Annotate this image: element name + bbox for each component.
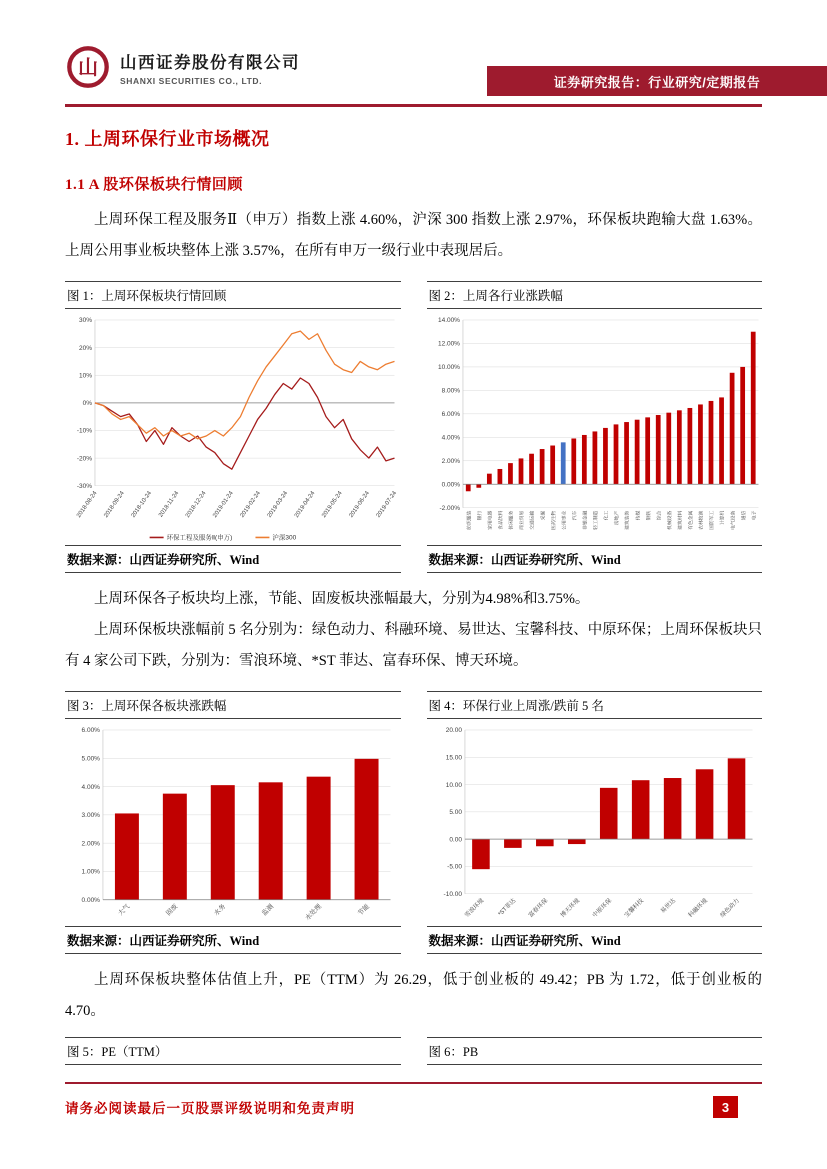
svg-text:1.00%: 1.00% [81, 868, 100, 876]
svg-text:休闲服务: 休闲服务 [509, 510, 515, 530]
svg-text:3.00%: 3.00% [81, 811, 100, 819]
figure3-bar-chart [65, 719, 401, 927]
svg-text:-10%: -10% [76, 427, 92, 435]
figure2-caption: 图 2：上周各行业涨跌幅 [427, 281, 763, 309]
svg-text:大气: 大气 [117, 902, 132, 917]
svg-text:2019-01-24: 2019-01-24 [212, 490, 235, 519]
svg-text:非银金融: 非银金融 [582, 510, 588, 530]
svg-text:建筑材料: 建筑材料 [677, 510, 683, 530]
svg-text:12.00%: 12.00% [437, 340, 460, 348]
svg-text:节能: 节能 [356, 902, 371, 917]
svg-text:博天环境: 博天环境 [559, 897, 581, 919]
svg-text:商业贸易: 商业贸易 [519, 510, 525, 530]
svg-text:计算机: 计算机 [720, 510, 726, 526]
company-names [120, 49, 300, 86]
svg-text:钢铁: 钢铁 [646, 510, 652, 521]
svg-text:通信: 通信 [741, 510, 747, 521]
svg-text:易世达: 易世达 [659, 897, 677, 915]
svg-text:水务: 水务 [213, 902, 228, 917]
figure4-caption: 图 4：环保行业上周涨/跌前 5 名 [427, 691, 763, 719]
paragraph-market-overview: 上周环保工程及服务Ⅱ（申万）指数上涨 4.60%，沪深 300 指数上涨 2.97%，环保板块跑输大盘 1.63%。上周公用事业板块整体上涨 3.57%，在所有申万一级行业中表现居后。 [65, 212, 762, 259]
figure6-caption: 图 6：PB [427, 1037, 763, 1065]
svg-text:6.00%: 6.00% [441, 411, 460, 419]
svg-text:电子: 电子 [751, 510, 757, 521]
svg-text:宝馨科技: 宝馨科技 [623, 897, 645, 919]
figure-row-1 [65, 281, 762, 573]
figure2-source: 数据来源：山西证券研究所、Wind [427, 545, 763, 573]
svg-text:2019-02-24: 2019-02-24 [239, 490, 262, 519]
company-name-en: SHANXI SECURITIES CO., LTD. [120, 75, 263, 86]
paragraph-valuation: 上周环保板块整体估值上升，PE（TTM）为 26.29，低于创业板的 49.42；PB 为 1.72，低于创业板的 4.70。 [65, 972, 762, 1020]
svg-text:采掘: 采掘 [540, 510, 546, 521]
figure-row-2 [65, 691, 762, 955]
figure5-caption: 图 5：PE（TTM） [65, 1037, 401, 1065]
svg-text:20%: 20% [79, 344, 92, 352]
figure3-caption: 图 3：上周环保各板块涨跌幅 [65, 691, 401, 719]
svg-text:4.00%: 4.00% [81, 783, 100, 791]
svg-text:纺织服装: 纺织服装 [466, 510, 472, 530]
svg-text:2018-10-24: 2018-10-24 [130, 490, 154, 519]
paragraph-top-gainers: 上周环保板块涨幅前 5 名分别为：绿色动力、科融环境、易世达、宝馨科技、中原环保；上周环保板块只有 4 家公司下跌，分别为：雪浪环境、*ST 菲达、富春环保、博天环境。 [65, 621, 762, 669]
svg-text:轻工制造: 轻工制造 [593, 510, 599, 530]
svg-text:富春环保: 富春环保 [527, 897, 549, 919]
svg-text:2018-12-24: 2018-12-24 [185, 490, 208, 519]
svg-text:15.00: 15.00 [445, 754, 462, 762]
svg-text:-20%: -20% [76, 455, 92, 463]
svg-text:30%: 30% [79, 317, 92, 325]
figure1-line-chart [65, 309, 401, 545]
svg-text:固废: 固废 [165, 902, 180, 917]
svg-text:*ST菲达: *ST菲达 [497, 897, 517, 918]
svg-text:0.00: 0.00 [448, 835, 462, 843]
page-footer [65, 1082, 762, 1118]
svg-text:化工: 化工 [604, 510, 610, 521]
svg-text:机械设备: 机械设备 [667, 510, 673, 530]
paragraph-subsector: 上周环保各子板块均上涨，节能、固废板块涨幅最大，分别为4.98%和3.75%。 [94, 590, 590, 607]
svg-text:沪深300: 沪深300 [272, 534, 297, 542]
svg-text:传媒: 传媒 [635, 510, 641, 521]
svg-text:4.00%: 4.00% [441, 434, 460, 442]
svg-text:2019-05-24: 2019-05-24 [321, 490, 344, 519]
svg-text:6.00%: 6.00% [81, 726, 100, 734]
svg-text:2019-04-24: 2019-04-24 [293, 490, 317, 519]
report-type-banner: 证券研究报告：行业研究/定期报告 [487, 66, 827, 96]
figure-6 [427, 1037, 763, 1065]
svg-text:房地产: 房地产 [614, 510, 620, 526]
svg-text:20.00: 20.00 [445, 726, 462, 734]
figure3-source: 数据来源：山西证券研究所、Wind [65, 926, 401, 954]
svg-text:汽车: 汽车 [572, 510, 578, 521]
svg-text:2019-03-24: 2019-03-24 [266, 490, 290, 519]
svg-text:8.00%: 8.00% [441, 387, 460, 395]
svg-text:建筑装饰: 建筑装饰 [625, 510, 631, 530]
header-divider [65, 104, 762, 107]
svg-text:2019-07-24: 2019-07-24 [375, 490, 399, 519]
svg-text:2.00%: 2.00% [81, 839, 100, 847]
svg-text:5.00: 5.00 [448, 808, 462, 816]
svg-text:2018-11-24: 2018-11-24 [158, 490, 181, 519]
figure4-source: 数据来源：山西证券研究所、Wind [427, 926, 763, 954]
subsection-title: 1.1 A 股环保板块行情回顾 [65, 177, 243, 193]
svg-text:医药生物: 医药生物 [551, 510, 557, 530]
svg-text:国防军工: 国防军工 [709, 510, 715, 530]
svg-text:中原环保: 中原环保 [591, 897, 613, 919]
svg-text:-2.00%: -2.00% [438, 504, 460, 512]
svg-text:2018-09-24: 2018-09-24 [103, 490, 126, 519]
logo-glyph: 山 [77, 57, 99, 80]
svg-text:银行: 银行 [477, 510, 483, 521]
svg-text:水处理: 水处理 [304, 902, 324, 922]
svg-text:雪浪环境: 雪浪环境 [463, 897, 485, 919]
figure4-bar-chart [427, 719, 763, 927]
company-name-cn: 山西证券股份有限公司 [120, 53, 300, 72]
svg-text:-10.00: -10.00 [443, 890, 462, 898]
figure-4 [427, 691, 763, 955]
figure-1 [65, 281, 401, 573]
svg-text:10%: 10% [79, 372, 92, 380]
svg-text:5.00%: 5.00% [81, 755, 100, 763]
svg-text:公用事业: 公用事业 [561, 510, 567, 530]
footer-disclaimer: 请务必阅读最后一页股票评级说明和免责声明 [65, 1101, 355, 1116]
svg-text:监测: 监测 [260, 902, 276, 917]
page-number-badge: 3 [713, 1096, 738, 1118]
svg-text:农林牧渔: 农林牧渔 [699, 510, 705, 530]
svg-text:10.00: 10.00 [445, 781, 462, 789]
figure-2 [427, 281, 763, 573]
svg-text:家用电器: 家用电器 [487, 510, 493, 530]
figure2-bar-chart [427, 309, 763, 545]
figure1-source: 数据来源：山西证券研究所、Wind [65, 545, 401, 573]
svg-text:交通运输: 交通运输 [530, 510, 536, 530]
svg-text:0%: 0% [82, 400, 92, 408]
svg-text:绿色动力: 绿色动力 [719, 897, 741, 919]
svg-text:综合: 综合 [656, 510, 662, 521]
svg-text:0.00%: 0.00% [81, 896, 100, 904]
svg-text:-30%: -30% [76, 482, 92, 490]
svg-text:电气设备: 电气设备 [730, 510, 736, 530]
svg-text:2018-08-24: 2018-08-24 [76, 490, 99, 519]
report-header [0, 0, 827, 104]
figure-3 [65, 691, 401, 955]
svg-text:10.00%: 10.00% [437, 364, 460, 372]
svg-text:环保工程及服务Ⅱ(申万): 环保工程及服务Ⅱ(申万) [166, 534, 233, 542]
svg-text:2019-06-24: 2019-06-24 [348, 490, 371, 519]
svg-text:食品饮料: 食品饮料 [498, 510, 504, 530]
company-logo-icon [65, 44, 111, 90]
report-body [65, 125, 762, 1065]
svg-text:有色金属: 有色金属 [688, 510, 694, 530]
section-title: 1. 上周环保行业市场概况 [65, 129, 270, 149]
figure-5 [65, 1037, 401, 1065]
svg-text:14.00%: 14.00% [437, 317, 460, 325]
svg-text:2.00%: 2.00% [441, 457, 460, 465]
svg-text:-5.00: -5.00 [446, 863, 462, 871]
svg-text:0.00%: 0.00% [441, 481, 460, 489]
svg-text:科融环境: 科融环境 [687, 897, 709, 919]
figure-row-3 [65, 1037, 762, 1065]
figure1-caption: 图 1：上周环保板块行情回顾 [65, 281, 401, 309]
